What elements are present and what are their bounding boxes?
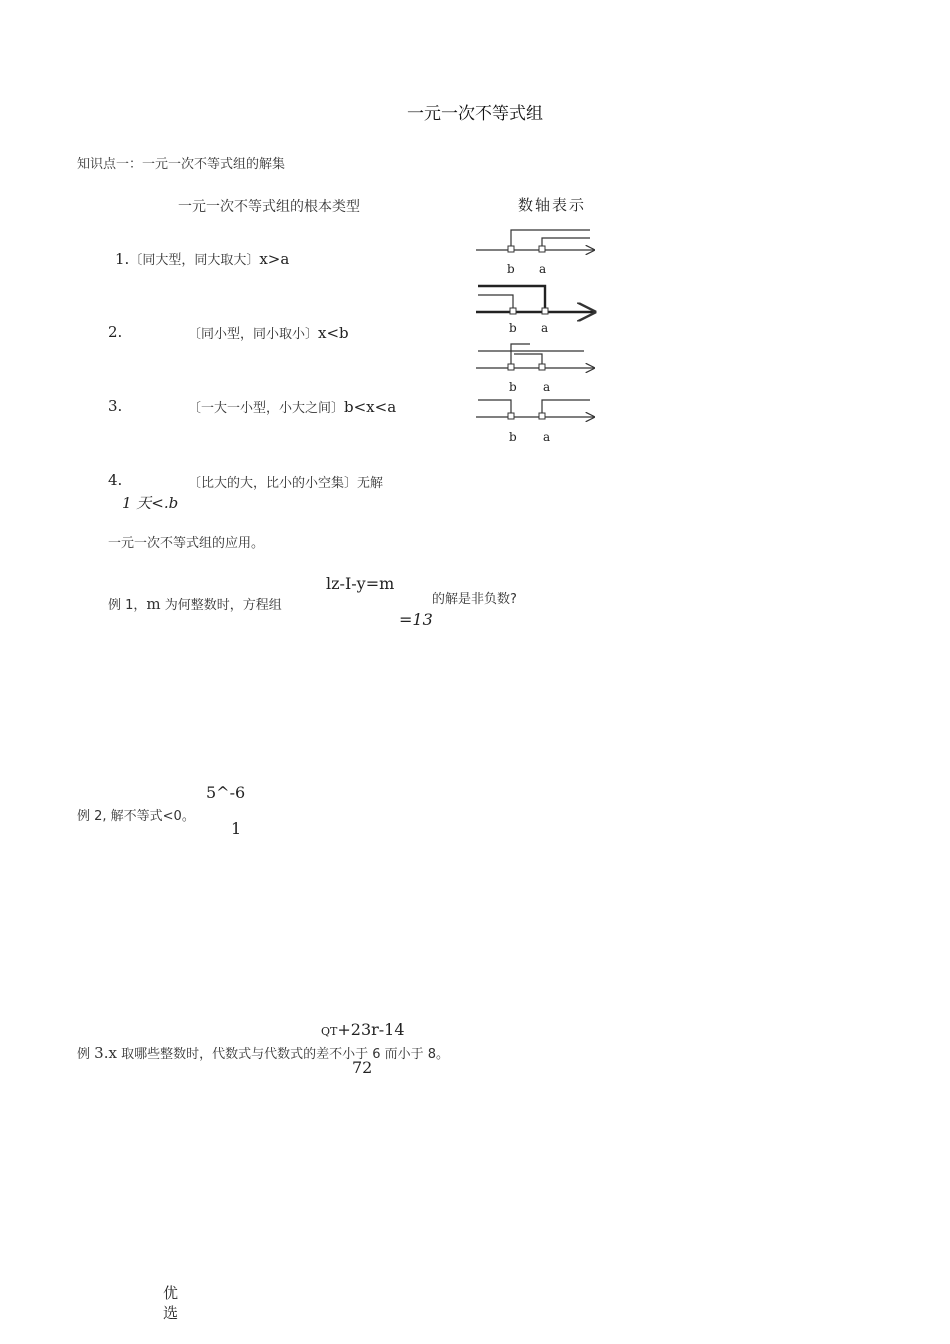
example2-numerator: 5^-6 (206, 783, 246, 802)
number-line-3 (476, 344, 594, 394)
example1-eq2: =13 (399, 610, 433, 629)
example3-top-small: QT (321, 1025, 338, 1038)
example3-fraction-top (321, 1020, 405, 1039)
row-description: 〔同大型，同大取大〕 (129, 253, 260, 268)
number-line-4 (476, 400, 594, 444)
row-description: 〔一大一小型，小大之间〕 (188, 401, 345, 416)
row-description: 〔比大的大，比小的小空集〕无解 (188, 476, 384, 491)
example3-fraction-bottom: 72 (352, 1058, 373, 1077)
label-a: a (539, 262, 547, 276)
example3-top-expr: +23r-14 (337, 1020, 405, 1039)
row-expression: b<x<a (344, 398, 397, 416)
row-number: 3. (108, 397, 123, 415)
footer-line2: 选 (163, 1304, 179, 1322)
example1-suffix: 的解是非负数? (432, 592, 517, 607)
example3-num: 3.x (94, 1044, 117, 1062)
label-b: b (509, 380, 517, 394)
row-expression: 1 天<.b (122, 494, 179, 512)
label-a: a (543, 380, 551, 394)
footer-line1: 优 (163, 1284, 179, 1302)
row-number: 2. (108, 323, 123, 341)
row-expression: x>a (259, 250, 290, 268)
example1-body: 为何整数时，方程组 (164, 598, 282, 613)
example1-eq1: lz-I-y=m (326, 574, 395, 593)
table-row (188, 323, 349, 342)
table-header-axis: 数轴表示 (518, 196, 587, 214)
row-number: 4. (108, 471, 123, 489)
example3-body: 取哪些整数时，代数式与代数式的差不小于 6 而小于 8。 (121, 1047, 450, 1062)
label-b: b (509, 430, 517, 444)
page-title: 一元一次不等式组 (407, 104, 543, 124)
row-number: 1. (115, 250, 130, 268)
example1-text (108, 594, 282, 613)
table-row (115, 249, 289, 268)
table-row (188, 397, 396, 416)
example2-text: 例 2, 解不等式<0。 (77, 809, 195, 824)
label-b: b (507, 262, 515, 276)
label-a: a (541, 321, 549, 335)
label-b: b (509, 321, 517, 335)
number-line-diagrams (470, 218, 600, 458)
example3-prefix: 例 (77, 1047, 91, 1062)
row-description: 〔同小型，同小取小〕 (188, 327, 319, 342)
number-line-2 (476, 286, 594, 335)
example3-text (77, 1043, 449, 1062)
example2-denominator: 1 (231, 819, 242, 838)
example1-prefix: 例 1， (108, 598, 147, 613)
number-line-1 (476, 230, 594, 276)
example1-var: m (146, 595, 161, 613)
row-expression: x<b (318, 324, 349, 342)
table-header-type: 一元一次不等式组的根本类型 (178, 199, 360, 215)
knowledge-heading: 知识点一：一元一次不等式组的解集 (77, 157, 286, 172)
label-a: a (543, 430, 551, 444)
application-heading: 一元一次不等式组的应用。 (108, 536, 265, 551)
